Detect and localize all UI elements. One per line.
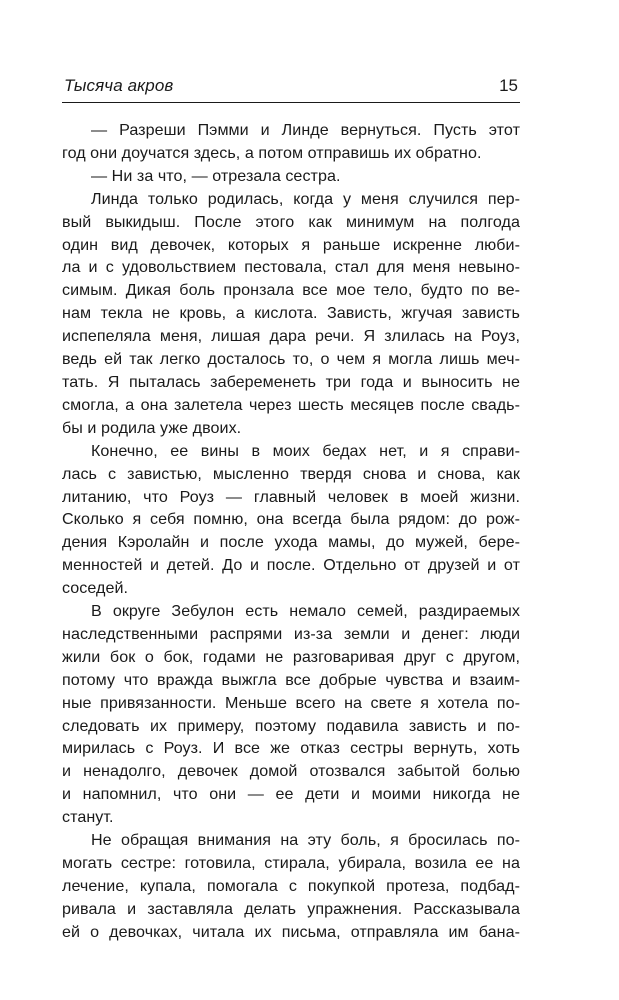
text-line: Не обращая внимания на эту боль, я бросилась по-	[91, 831, 520, 850]
text-line: — Ни за что, — отрезала сестра.	[91, 166, 341, 185]
text-line: нам текла не кровь, а кислота. Зависть, жгучая зависть	[62, 304, 520, 323]
text-line: ла и с удовольствием пестовала, стал для меня невыно-	[62, 258, 520, 277]
text-line: жили бок о бок, годами не разговаривая друг с другом,	[62, 647, 520, 666]
text-line: — Разреши Пэмми и Линде вернуться. Пусть этот	[91, 121, 520, 139]
text-line: вый выкидыш. После этого как минимум на полгода	[62, 212, 520, 231]
text-line: ные привязанности. Меньше всего на свете я хотела по-	[62, 693, 520, 712]
text-line: потому что вражда выжгла все добрые чувства и взаим-	[62, 670, 520, 689]
text-line: испепеляла меня, лишая дара речи. Я злилась на Роуз,	[62, 327, 520, 346]
text-line: тать. Я пыталась забеременеть три года и выносить не	[62, 372, 520, 391]
page-number: 15	[499, 76, 518, 95]
text-line: лась с завистью, мысленно твердя снова и снова, как	[62, 464, 520, 483]
text-line: симым. Дикая боль пронзала все мое тело, будто по ве-	[62, 281, 520, 300]
text-line: ривала и заставляла делать упражнения. Рассказывала	[62, 899, 520, 918]
text-line: ей о девочках, читала их письма, отправляла им бана-	[62, 922, 520, 941]
running-head	[62, 76, 520, 103]
text-line: литанию, что Роуз — главный человек в моей жизни.	[62, 487, 520, 506]
text-line: смогла, а она залетела через шесть месяцев после свадь-	[62, 395, 520, 414]
text-line: соседей.	[62, 579, 129, 598]
body-text	[62, 119, 520, 944]
book-page	[62, 76, 520, 944]
text-line: один вид девочек, которых я раньше искренне люби-	[62, 235, 520, 254]
text-line: и ненадолго, девочек домой отозвался забытой болью	[62, 762, 520, 781]
text-line: могать сестре: готовила, стирала, убирала, возила ее на	[62, 854, 520, 872]
text-line: станут.	[62, 808, 114, 827]
text-line: следовать их примеру, поэтому подавила зависть и по-	[62, 716, 520, 735]
text-line: лечение, купала, помогала с покупкой протеза, подбад-	[62, 876, 520, 895]
text-line: ведь ей так легко досталось то, о чем я могла лишь меч-	[62, 350, 520, 369]
text-line: дения Кэролайн и после ухода мамы, до мужей, бере-	[62, 533, 520, 552]
text-line: менностей и детей. До и после. Отдельно от друзей и от	[62, 556, 520, 575]
text-line: и напомнил, что они — ее дети и моими никогда не	[62, 785, 520, 804]
text-line: В округе Зебулон есть немало семей, раздираемых	[91, 602, 520, 621]
text-line: бы и родила уже двоих.	[62, 418, 242, 437]
text-line: год они доучатся здесь, а потом отправишь их обратно.	[62, 143, 482, 162]
running-title: Тысяча акров	[64, 76, 174, 95]
text-line: Сколько я себя помню, она всегда была рядом: до рож-	[62, 510, 520, 529]
text-line: наследственными распрями из-за земли и денег: люди	[62, 624, 520, 643]
text-line: мирилась с Роуз. И все же отказ сестры вернуть, хоть	[62, 739, 520, 758]
text-line: Линда только родилась, когда у меня случился пер-	[91, 189, 520, 208]
text-line: Конечно, ее вины в моих бедах нет, и я справи-	[91, 441, 520, 460]
